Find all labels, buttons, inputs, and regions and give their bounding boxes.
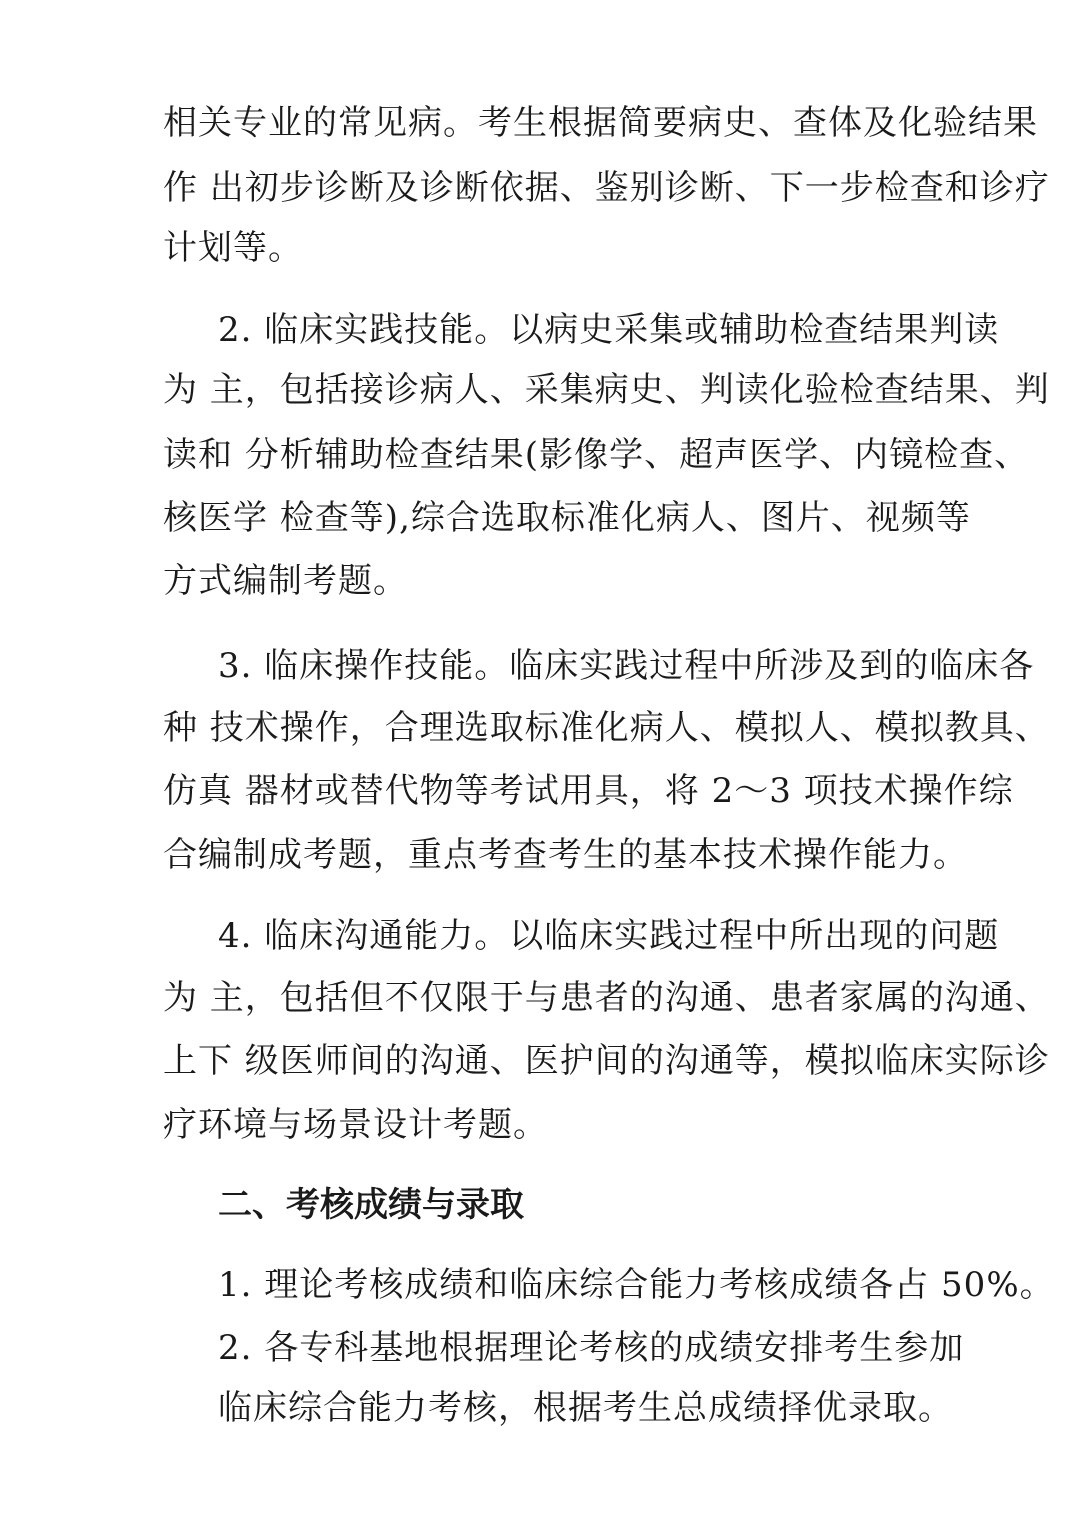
paragraph-line: 疗环境与场景设计考题。 bbox=[163, 1105, 548, 1145]
paragraph-line: 仿真 器材或替代物等考试用具，将 2～3 项技术操作综 bbox=[163, 771, 1014, 811]
paragraph-line: 读和 分析辅助检查结果(影像学、超声医学、内镜检查、 bbox=[163, 435, 1030, 475]
paragraph-line: 计划等。 bbox=[163, 228, 303, 268]
paragraph-line: 相关专业的常见病。考生根据简要病史、查体及化验结果 bbox=[163, 103, 1038, 143]
paragraph-line: 合编制成考题，重点考查考生的基本技术操作能力。 bbox=[163, 835, 968, 875]
list-item: 1. 理论考核成绩和临床综合能力考核成绩各占 50%。 bbox=[218, 1265, 1055, 1305]
list-item-continuation: 临床综合能力考核，根据考生总成绩择优录取。 bbox=[218, 1388, 953, 1428]
paragraph-line: 上下 级医师间的沟通、医护间的沟通等，模拟临床实际诊 bbox=[163, 1041, 1050, 1081]
paragraph-line: 为 主，包括但不仅限于与患者的沟通、患者家属的沟通、 bbox=[163, 978, 1050, 1018]
paragraph-line: 2. 临床实践技能。以病史采集或辅助检查结果判读 bbox=[218, 310, 1000, 350]
paragraph-line: 方式编制考题。 bbox=[163, 561, 408, 601]
paragraph-line: 种 技术操作，合理选取标准化病人、模拟人、模拟教具、 bbox=[163, 708, 1050, 748]
list-item: 2. 各专科基地根据理论考核的成绩安排考生参加 bbox=[218, 1328, 965, 1368]
paragraph-line: 核医学 检查等),综合选取标准化病人、图片、视频等 bbox=[163, 498, 971, 538]
paragraph-line: 为 主，包括接诊病人、采集病史、判读化验检查结果、判 bbox=[163, 370, 1050, 410]
paragraph-line: 4. 临床沟通能力。以临床实践过程中所出现的问题 bbox=[218, 916, 1000, 956]
section-heading: 二、考核成绩与录取 bbox=[218, 1185, 524, 1225]
paragraph-line: 作 出初步诊断及诊断依据、鉴别诊断、下一步检查和诊疗 bbox=[163, 168, 1050, 208]
paragraph-line: 3. 临床操作技能。临床实践过程中所涉及到的临床各 bbox=[218, 646, 1035, 686]
